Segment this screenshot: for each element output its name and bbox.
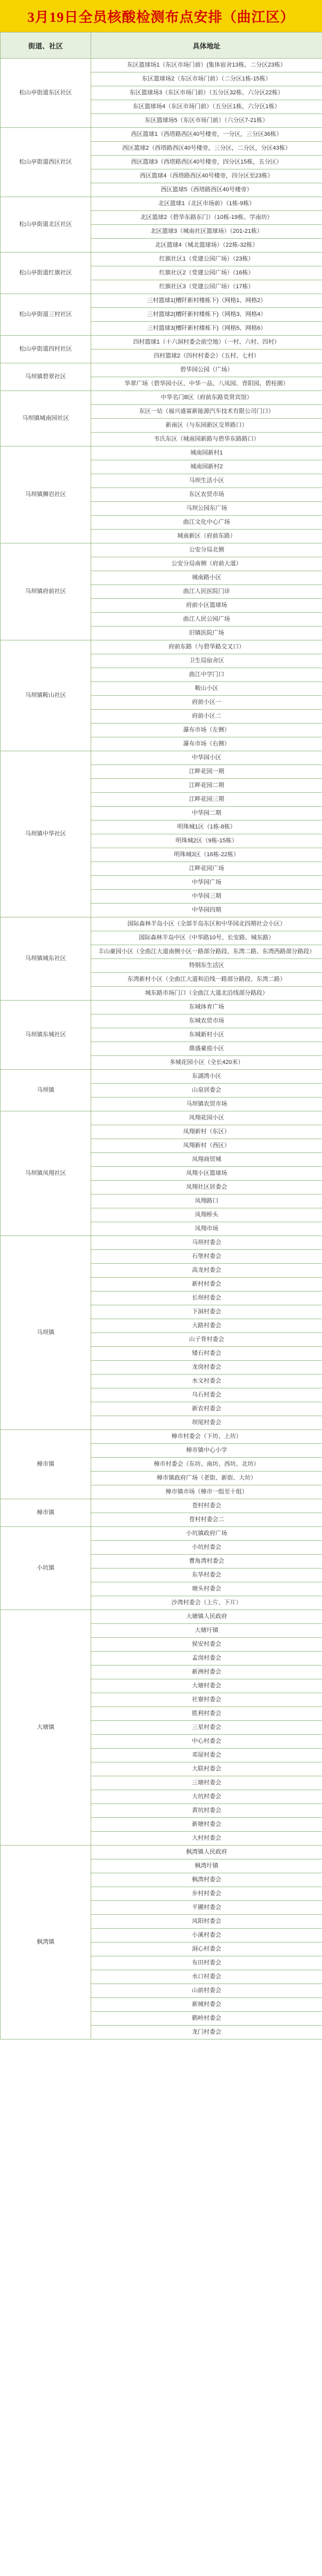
site-cell: 孟岗村委会 (91, 1652, 322, 1665)
street-cell: 樟市镇 (1, 1499, 91, 1527)
site-cell: 中华园二期 (91, 807, 322, 820)
site-cell: 明珠城2区（9栋-15栋） (91, 834, 322, 848)
site-cell: 坝尾村委会 (91, 1416, 322, 1430)
street-cell: 松山亭街道红旗社区 (1, 253, 91, 294)
site-cell: 凤翔路口 (91, 1194, 322, 1208)
site-cell: 东城体育广场 (91, 1001, 322, 1014)
site-cell: 鼎盛豪庭小区 (91, 1042, 322, 1056)
site-cell: 三村篮球2(槽阡新村楼栋下)（网格3、网格4） (91, 308, 322, 322)
site-cell: 苍村村委会二 (91, 1513, 322, 1527)
site-cell: 马坝村委会 (91, 1236, 322, 1250)
site-cell: 邓屋村委会 (91, 1749, 322, 1762)
site-cell: 新塘村委会 (91, 1818, 322, 1832)
street-cell: 马坝镇府前社区 (1, 543, 91, 640)
site-cell: 水口村委会 (91, 1970, 322, 1984)
site-cell: 马坝镇农贸市场 (91, 1098, 322, 1111)
table-row (1, 1527, 322, 1541)
site-cell: 沙湾村委会（上片、下片） (91, 1596, 322, 1610)
site-cell: 西区篮球2（西塔路西区40号楼旁，三分区，二分区，分区43栋） (91, 142, 322, 156)
street-cell: 马坝镇碧翠社区 (1, 363, 91, 391)
street-cell: 松山亭街道三村社区 (1, 294, 91, 336)
site-cell: 黄坑村委会 (91, 1804, 322, 1818)
header-address: 具体地址 (91, 32, 322, 59)
site-cell: 新农村委会 (91, 1402, 322, 1416)
site-cell: 府前小区一 (91, 696, 322, 710)
site-cell: 山泉居委会 (91, 1084, 322, 1098)
site-cell: 三村篮球3(槽阡新村楼栋下)（网格5、网格6） (91, 322, 322, 336)
site-cell: 东华村委会 (91, 1569, 322, 1582)
site-cell: 洞心村委会 (91, 1943, 322, 1956)
site-cell: 卫生局宿舍区 (91, 654, 322, 668)
site-cell: 北区篮球3（城南社区篮球场）（201-21栋） (91, 225, 322, 239)
table-row (1, 640, 322, 654)
site-cell: 新村村委会 (91, 1278, 322, 1291)
site-cell: 长坝村委会 (91, 1291, 322, 1305)
table-body (1, 59, 322, 2039)
site-cell: 新城村委会 (91, 1998, 322, 2012)
site-cell: 府前小区篮球场 (91, 599, 322, 613)
site-cell: 枫湾村委会 (91, 1873, 322, 1887)
table-row (1, 917, 322, 931)
site-cell: 东城新村小区 (91, 1028, 322, 1042)
table-row (1, 1430, 322, 1444)
street-cell: 松山亭街道四村社区 (1, 336, 91, 363)
table-row (1, 391, 322, 405)
page-title: 3月19日全员核酸检测布点安排（曲江区） (0, 0, 322, 32)
site-cell: 曹角湾村委会 (91, 1555, 322, 1569)
site-cell: 凤翔市场 (91, 1222, 322, 1236)
site-cell: 水文村委会 (91, 1375, 322, 1388)
site-cell: 马坝生活小区 (91, 474, 322, 488)
table-row (1, 1236, 322, 1250)
table-row (1, 1001, 322, 1014)
site-cell: 西区篮球1（西塔路西区40号楼旁，一分区，三分区36栋） (91, 128, 322, 142)
site-cell: 新南区（与东园新区交界路口） (91, 419, 322, 433)
site-cell: 矮石村委会 (91, 1347, 322, 1361)
site-cell: 多城花园小区（全长420米） (91, 1056, 322, 1070)
street-cell: 枫湾镇 (1, 1846, 91, 2039)
site-cell: 新洲村委会 (91, 1665, 322, 1679)
site-cell: 东区篮球场5（东区市场门前）（六分区7-21栋） (91, 114, 322, 128)
site-cell: 江畔花园一期 (91, 765, 322, 779)
table-row (1, 446, 322, 460)
site-cell: 石堡村委会 (91, 1250, 322, 1264)
site-cell: 江畔花园三期 (91, 793, 322, 807)
street-cell: 马坝镇鞍山社区 (1, 640, 91, 751)
table-row (1, 253, 322, 266)
site-cell: 三村篮球1(槽阡新村楼栋下)（网格1、网格2） (91, 294, 322, 308)
street-cell: 马坝镇凤翔社区 (1, 1111, 91, 1236)
site-cell: 东城农贸市场 (91, 1014, 322, 1028)
street-cell: 松山亭街道西区社区 (1, 128, 91, 197)
site-cell: 侯安村委会 (91, 1638, 322, 1652)
street-cell: 马坝镇 (1, 1236, 91, 1430)
site-cell: 枫湾圩镇 (91, 1859, 322, 1873)
table-row (1, 1846, 322, 1859)
site-cell: 中华园四期 (91, 904, 322, 917)
site-cell: 华翠广场（碧华园小区、中华一品、八凤园、青阳园、碧桂園） (91, 377, 322, 391)
site-cell: 东区一站（福兴盛富新能源汽车技术有限公司门口） (91, 405, 322, 419)
site-cell: 乌石村委会 (91, 1388, 322, 1402)
site-cell: 樟市村委会（下坊、上坊） (91, 1430, 322, 1444)
site-cell: 小坑镇政府广场 (91, 1527, 322, 1541)
site-cell: 城南新区（府前东路） (91, 530, 322, 543)
site-cell: 鹤岭村委会 (91, 2012, 322, 2026)
site-cell: 中华园小区 (91, 751, 322, 765)
site-cell: 平圃村委会 (91, 1901, 322, 1915)
site-cell: 韦氏东区（城南园新路与碧华东路路口） (91, 433, 322, 446)
site-cell: 枫湾镇人民政府 (91, 1846, 322, 1859)
site-cell: 樟市镇政府广场（老街、新街、大坊） (91, 1472, 322, 1485)
table-row (1, 1070, 322, 1084)
table-row (1, 336, 322, 350)
site-cell: 瀑布市场（右侧） (91, 737, 322, 751)
site-cell: 小溪村委会 (91, 1929, 322, 1943)
site-cell: 小坑村委会 (91, 1541, 322, 1555)
site-cell: 东区篮球场4（东区市场门前）（五分区1栋，六分区1栋） (91, 100, 322, 114)
table-row (1, 543, 322, 557)
street-cell: 樟市镇 (1, 1430, 91, 1499)
street-cell: 大塘镇 (1, 1610, 91, 1846)
site-cell: 大塘镇人民政府 (91, 1610, 322, 1624)
site-cell: 山子背村委会 (91, 1333, 322, 1347)
site-cell: 东区篮球场1（东区市场门前）(集体宿舍13栋、二分区23栋） (91, 59, 322, 72)
site-cell: 四村篮球2（四村村委会）（五村、七村） (91, 350, 322, 363)
site-cell: 三塘村委会 (91, 1776, 322, 1790)
site-cell: 碧华园公园（广场） (91, 363, 322, 377)
site-cell: 旧镇医院广场 (91, 627, 322, 640)
site-cell: 大坑村委会 (91, 1790, 322, 1804)
site-cell: 红旗社区1（党建公园广场）（23栋） (91, 253, 322, 266)
site-cell: 城东路市场门口（全曲江大道北沿线部分路段） (91, 987, 322, 1001)
site-cell: 明珠城3区（16栋-22栋） (91, 848, 322, 862)
table-row (1, 751, 322, 765)
street-cell: 松山亭街道东区社区 (1, 59, 91, 128)
site-cell: 胜利村委会 (91, 1707, 322, 1721)
site-cell: 曲江人民医院门诊 (91, 585, 322, 599)
site-cell: 东区篮球场3（东区市场门前）（五分区32栋、六分区22栋） (91, 86, 322, 100)
site-cell: 四村篮球1（十六洞村委会前空地）（一村、六村、四村） (91, 336, 322, 350)
site-cell: 凤翔新村（东区） (91, 1125, 322, 1139)
site-cell: 大塘村委会 (91, 1679, 322, 1693)
site-cell: 曲江中学门口 (91, 668, 322, 682)
site-cell: 曲江人民公园广场 (91, 613, 322, 627)
site-cell: 大联村委会 (91, 1762, 322, 1776)
site-cell: 红旗社区2（党建公园广场）（16栋） (91, 266, 322, 280)
site-cell: 高龙村委会 (91, 1264, 322, 1278)
site-cell: 樟市村委会（东坊、南坊、西坊、北坊） (91, 1458, 322, 1472)
site-cell: 中华园广场 (91, 876, 322, 890)
site-cell: 公安分局南侧（府前大道） (91, 557, 322, 571)
table-header-row (1, 32, 322, 59)
site-cell: 凤翔花园小区 (91, 1111, 322, 1125)
site-cell: 凤翔桥头 (91, 1208, 322, 1222)
site-cell: 樟市镇中心小学 (91, 1444, 322, 1458)
site-cell: 中心村委会 (91, 1735, 322, 1749)
site-cell: 步村村委会 (91, 1887, 322, 1901)
street-cell: 马坝镇 (1, 1070, 91, 1111)
site-cell: 樟市镇市场（樟市一组至十组） (91, 1485, 322, 1499)
site-cell: 鞍山小区 (91, 682, 322, 696)
site-cell: 凤翔小区篮球场 (91, 1167, 322, 1181)
site-cell: 西区篮球5（西塔路西区40号楼旁） (91, 183, 322, 197)
street-cell: 马坝镇城南园社区 (1, 391, 91, 446)
site-cell: 北区篮球4（城北篮球场）（22栋-32栋） (91, 239, 322, 253)
site-cell: 社寮村委会 (91, 1693, 322, 1707)
site-cell: 三星村委会 (91, 1721, 322, 1735)
site-cell: 塘头村委会 (91, 1582, 322, 1596)
site-cell: 山前村委会 (91, 1984, 322, 1998)
street-cell: 松山亭街道北区社区 (1, 197, 91, 253)
table-row (1, 128, 322, 142)
site-cell: 中华名门B区（府前东路莫贤宾馆） (91, 391, 322, 405)
street-cell: 小坑镇 (1, 1527, 91, 1610)
site-cell: 中华园三期 (91, 890, 322, 904)
site-cell: 红旗社区3（党建公园广场）（17栋） (91, 280, 322, 294)
site-cell: 西区篮球3（西塔路西区40号楼旁，四分区15栋，五分区） (91, 156, 322, 169)
site-cell: 凤阳村委会 (91, 1915, 322, 1929)
site-cell: 丰山豪园小区（全曲江大道南侧小区一路部分路段、东湾二路、东湾西路部分路段） (91, 945, 322, 959)
site-cell: 江畔花园广场 (91, 862, 322, 876)
site-cell: 凤翔社区居委会 (91, 1181, 322, 1194)
site-cell: 龙岗村委会 (91, 1361, 322, 1375)
site-cell: 城南园新村1 (91, 446, 322, 460)
site-cell: 马坝公园东广场 (91, 502, 322, 516)
table-row (1, 1111, 322, 1125)
site-cell: 府前东路（与碧华路交叉口） (91, 640, 322, 654)
site-cell: 瀑布市场（左侧） (91, 724, 322, 737)
site-cell: 特钢东生活区 (91, 959, 322, 973)
site-cell: 大塘圩镇 (91, 1624, 322, 1638)
table-row (1, 294, 322, 308)
site-cell: 明珠城1区（1栋-8栋） (91, 820, 322, 834)
street-cell: 马坝镇狮岩社区 (1, 446, 91, 543)
site-cell: 大路村委会 (91, 1319, 322, 1333)
site-cell: 北区篮球1（北区市场前）（1栋-9栋） (91, 197, 322, 211)
site-cell: 布田村委会 (91, 1956, 322, 1970)
schedule-table (0, 32, 322, 2039)
site-cell: 西区篮球4（西塔路西区40号楼旁，四分区至23栋） (91, 169, 322, 183)
site-cell: 东区篮球场2（东区市场门前）（二分区1栋-15栋） (91, 72, 322, 86)
site-cell: 江畔花园二期 (91, 779, 322, 793)
site-cell: 府前小区二 (91, 710, 322, 724)
site-cell: 龙门村委会 (91, 2026, 322, 2039)
table-row (1, 197, 322, 211)
site-cell: 东湖湾小区 (91, 1070, 322, 1084)
site-cell: 国际森林半岛中区（中华路10号、长安路、城东路） (91, 931, 322, 945)
street-cell: 马坝镇中华社区 (1, 751, 91, 917)
table-row (1, 59, 322, 72)
site-cell: 城南园新村2 (91, 460, 322, 474)
site-cell: 凤翔新村（西区） (91, 1139, 322, 1153)
table-row (1, 363, 322, 377)
site-cell: 北区篮球2（碧华东路东门）（10栋-19栋、学南坊） (91, 211, 322, 225)
street-cell: 马坝镇城东社区 (1, 917, 91, 1001)
site-cell: 凤翔商贸城 (91, 1153, 322, 1167)
header-street: 街道、社区 (1, 32, 91, 59)
table-row (1, 1499, 322, 1513)
site-cell: 东湾新村小区（全曲江大道和沿线一路部分路段、东湾二路） (91, 973, 322, 987)
site-cell: 城南路小区 (91, 571, 322, 585)
site-cell: 国际森林半岛小区（全部半岛东区和中华园北四期社会小区） (91, 917, 322, 931)
site-cell: 苍村村委会 (91, 1499, 322, 1513)
site-cell: 公安分局北侧 (91, 543, 322, 557)
site-cell: 东区农贸市场 (91, 488, 322, 502)
site-cell: 下洞村委会 (91, 1305, 322, 1319)
site-cell: 曲江文化中心广场 (91, 516, 322, 530)
site-cell: 大村村委会 (91, 1832, 322, 1846)
table-row (1, 1610, 322, 1624)
street-cell: 马坝镇东城社区 (1, 1001, 91, 1070)
